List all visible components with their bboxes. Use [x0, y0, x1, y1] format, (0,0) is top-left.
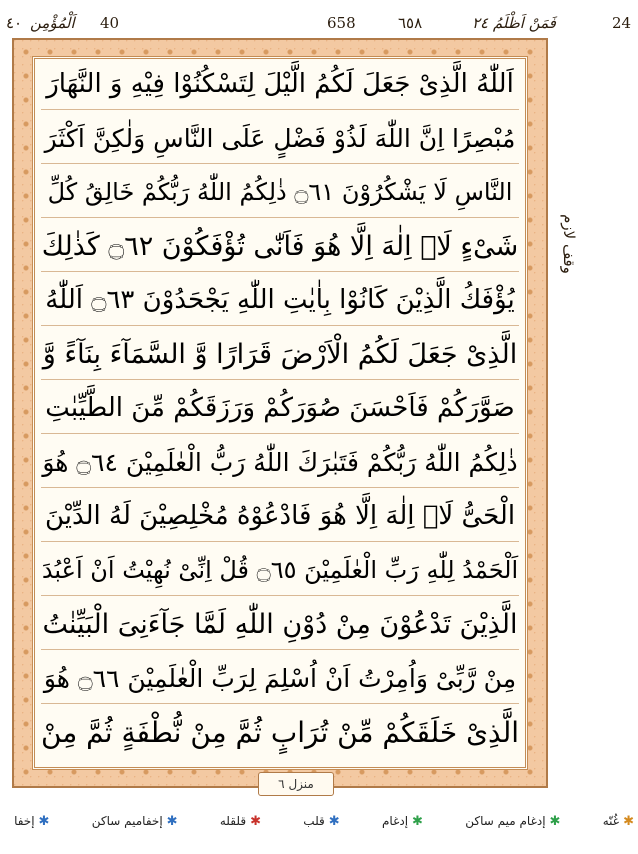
text-line-4: شَیْءٍ لَاۤ اِلٰهَ اِلَّا هُوَ فَاَنّٰى تُؤْفَكُوْنَ ۝٦٢ كَذٰلِكَ: [41, 221, 519, 272]
star-icon: ✱: [166, 813, 178, 829]
margin-note: [554, 194, 584, 294]
legend-item-qalb: [303, 814, 339, 828]
surah-number: 40: [100, 14, 120, 32]
page-number-arabic: ٦٥٨: [398, 14, 423, 32]
text-line-2: مُبْصِرًا اِنَّ اللّٰهَ لَذُوْ فَضْلٍ عَلَى النَّاسِ وَلٰكِنَّ اَكْثَرَ: [41, 113, 519, 164]
ornamental-frame: [12, 38, 548, 788]
text-line-13: الَّذِیْ خَلَقَكُمْ مِّنْ تُرَابٍ ثُمَّ مِنْ نُّطْفَةٍ ثُمَّ مِنْ: [41, 715, 519, 749]
text-line-10: اَلْحَمْدُ لِلّٰهِ رَبِّ الْعٰلَمِیْنَ ۝٦٥ قُلْ اِنِّیْ نُهِیْتُ اَنْ اَعْبُدَ: [41, 545, 519, 596]
legend-item-ghunna: [603, 814, 634, 828]
juz-number: 24: [612, 14, 632, 32]
star-icon: ✱: [38, 813, 50, 829]
text-panel: [32, 56, 528, 770]
legend-item-idgham-meem: [465, 814, 560, 828]
juz-name: فَمَنْ اَظْلَمُ ٢٤: [472, 14, 556, 32]
star-icon: ✱: [328, 813, 340, 829]
legend-label: إدغام ميم ساكن: [465, 814, 546, 828]
legend-label: إدغام: [382, 814, 409, 828]
legend-label: إخفا: [14, 814, 35, 828]
legend-item-ikhfa: [14, 814, 49, 828]
legend-item-ikhfa-meem: [92, 814, 178, 828]
star-icon: ✱: [549, 813, 561, 829]
surah-name: اَلْمُؤْمِن: [30, 14, 75, 32]
text-line-8: ذٰلِكُمُ اللّٰهُ رَبُّكُمْ فَتَبٰرَكَ اللّٰهُ رَبُّ الْعٰلَمِیْنَ ۝٦٤ هُوَ: [41, 437, 519, 488]
text-line-3: النَّاسِ لَا یَشْكُرُوْنَ ۝٦١ ذٰلِكُمُ اللّٰهُ رَبُّكُمْ خَالِقُ كُلِّ: [41, 167, 519, 218]
legend-item-idgham: [382, 814, 423, 828]
page-number: 658: [327, 14, 356, 32]
legend-label: قلب: [303, 814, 325, 828]
surah-number-arabic: ٤٠: [6, 14, 23, 32]
text-line-7: صَوَّرَكُمْ فَاَحْسَنَ صُوَرَكُمْ وَرَزَقَكُمْ مِّنَ الطَّیِّبٰتِ: [41, 383, 519, 434]
text-line-5: یُؤْفَكُ الَّذِیْنَ كَانُوْا بِاٰیٰتِ اللّٰهِ یَجْحَدُوْنَ ۝٦٣ اَللّٰهُ: [41, 275, 519, 326]
page-header: [0, 8, 638, 36]
star-icon: ✱: [412, 813, 423, 829]
tajweed-legend: [14, 808, 634, 834]
legend-item-qalqala: [220, 814, 261, 828]
star-icon: ✱: [250, 813, 261, 829]
text-line-6: الَّذِیْ جَعَلَ لَكُمُ الْاَرْضَ قَرَارًا وَّ السَّمَآءَ بِنَآءً وَّ: [41, 329, 519, 380]
star-icon: ✱: [623, 813, 634, 829]
manzil-label: منزل ٦: [258, 772, 334, 796]
legend-label: قلقله: [219, 814, 247, 828]
margin-note-text: وقف لازم: [560, 214, 579, 274]
text-line-11: الَّذِیْنَ تَدْعُوْنَ مِنْ دُوْنِ اللّٰهِ لَمَّا جَآءَنِیَ الْبَیِّنٰتُ: [41, 599, 519, 650]
legend-label: غُنّه: [602, 814, 620, 828]
text-line-1: اَللّٰهُ الَّذِیْ جَعَلَ لَكُمُ الَّیْلَ لِتَسْكُنُوْا فِیْهِ وَ النَّهَارَ: [41, 59, 519, 110]
text-line-12: مِنْ رَّبِّیْ وَاُمِرْتُ اَنْ اُسْلِمَ لِرَبِّ الْعٰلَمِیْنَ ۝٦٦ هُوَ: [41, 653, 519, 704]
text-line-9: الْحَیُّ لَاۤ اِلٰهَ اِلَّا هُوَ فَادْعُوْهُ مُخْلِصِیْنَ لَهُ الدِّیْنَ: [41, 491, 519, 542]
legend-label: إخفاميم ساكن: [91, 814, 163, 828]
